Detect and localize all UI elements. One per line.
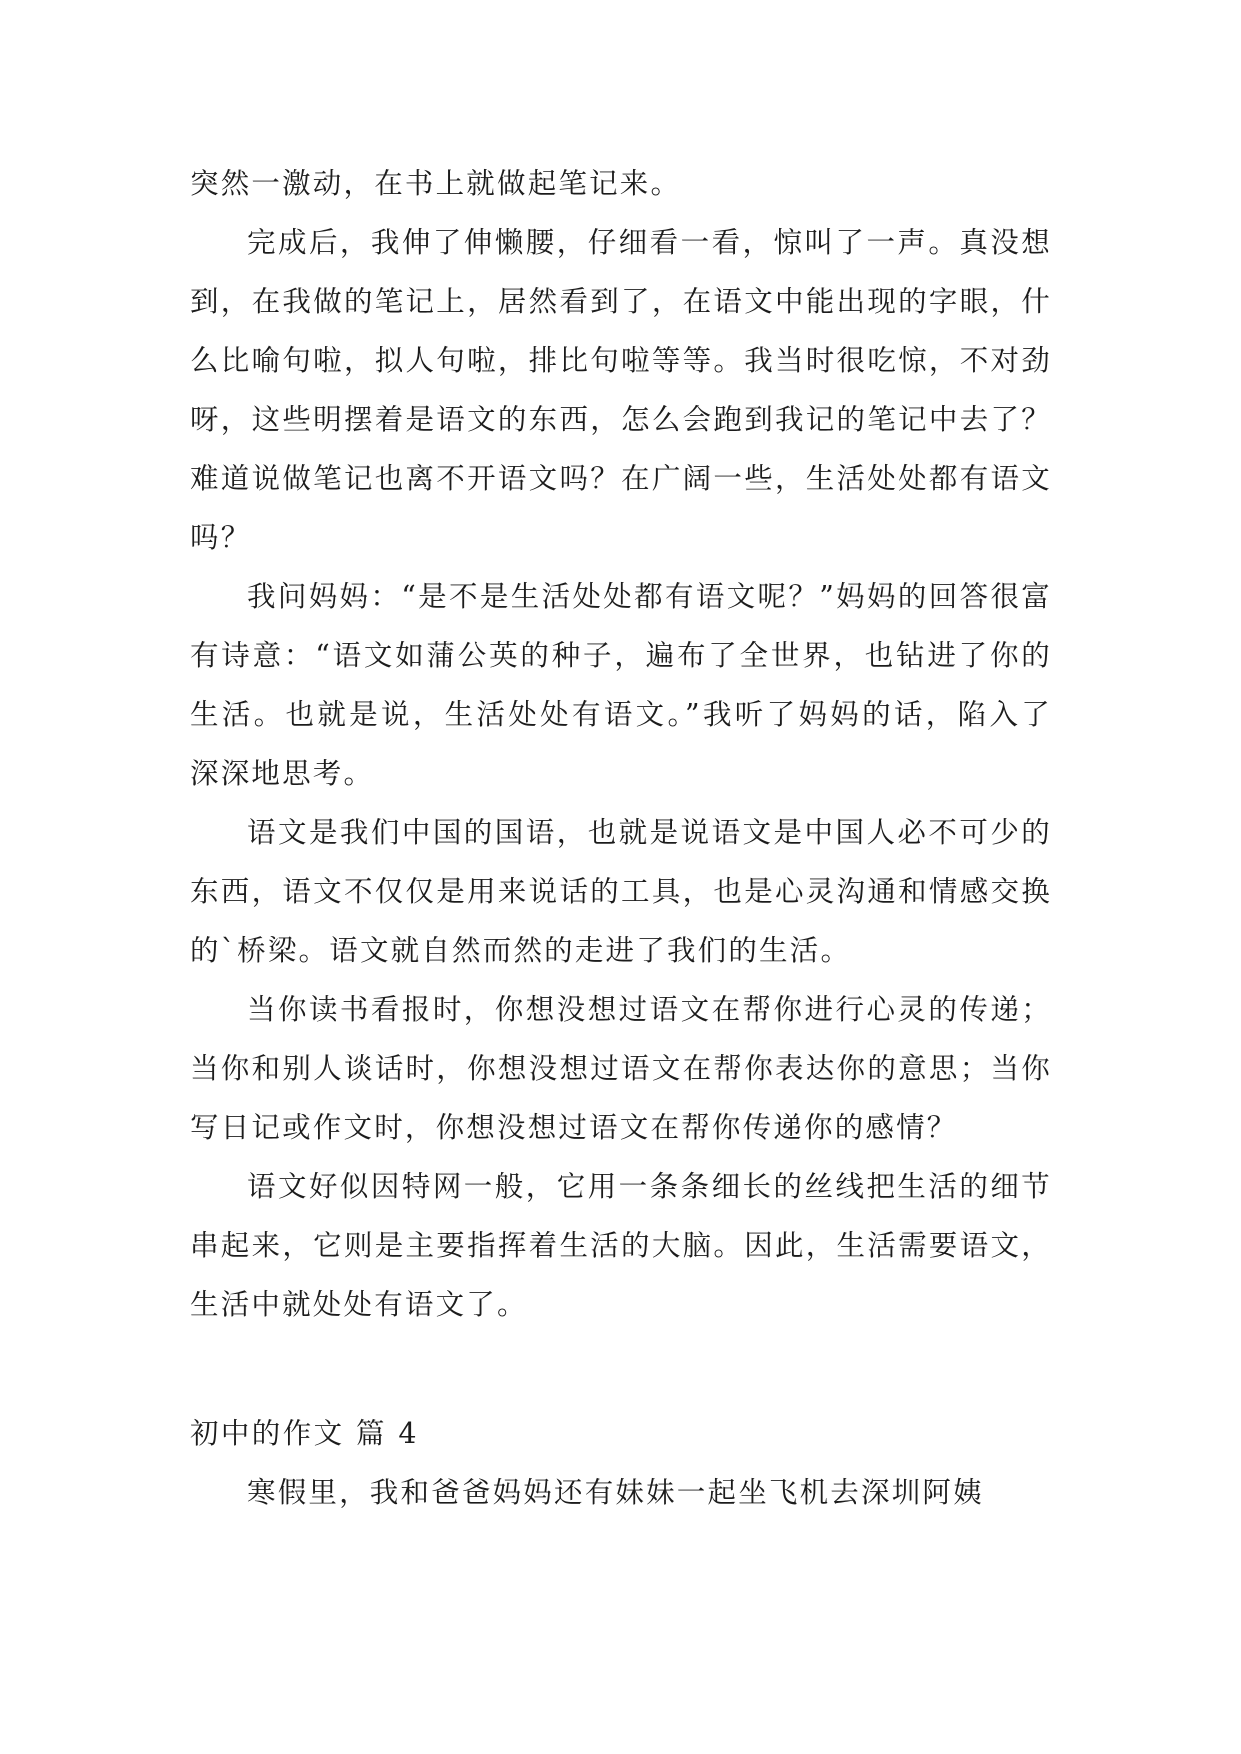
paragraph-2: 完成后，我伸了伸懒腰，仔细看一看，惊叫了一声。真没想到，在我做的笔记上，居然看到了，在语文中能出现的字眼，什么比喻句啦，拟人句啦，排比句啦等等。我当时很吃惊，不对劲呀，这些明摆着是语文的东西，怎么会跑到我记的笔记中去了？难道说做笔记也离不开语文吗？在广阔一些，生活处处都有语文吗？ <box>190 226 1052 554</box>
document-page <box>190 154 1052 1522</box>
paragraph-4: 语文是我们中国的国语，也就是说语文是中国人必不可少的东西，语文不仅仅是用来说话的工具，也是心灵沟通和情感交换的`桥梁。语文就自然而然的走进了我们的生活。 <box>190 816 1052 967</box>
paragraph-3: 我问妈妈：“是不是生活处处都有语文呢？”妈妈的回答很富有诗意：“语文如蒲公英的种子，遍布了全世界，也钻进了你的生活。也就是说，生活处处有语文。”我听了妈妈的话，陷入了深深地思考。 <box>190 580 1052 790</box>
paragraph-6: 语文好似因特网一般，它用一条条细长的丝线把生活的细节串起来，它则是主要指挥着生活的大脑。因此，生活需要语文，生活中就处处有语文了。 <box>190 1170 1052 1321</box>
paragraph-7: 寒假里，我和爸爸妈妈还有妹妹一起坐飞机去深圳阿姨 <box>247 1476 984 1509</box>
paragraph-1: 突然一激动，在书上就做起笔记来。 <box>190 167 682 200</box>
section-heading: 初中的作文 篇 4 <box>190 1417 419 1450</box>
paragraph-5: 当你读书看报时，你想没想过语文在帮你进行心灵的传递；当你和别人谈话时，你想没想过语文在帮你表达你的意思；当你写日记或作文时，你想没想过语文在帮你传递你的感情？ <box>190 993 1052 1144</box>
